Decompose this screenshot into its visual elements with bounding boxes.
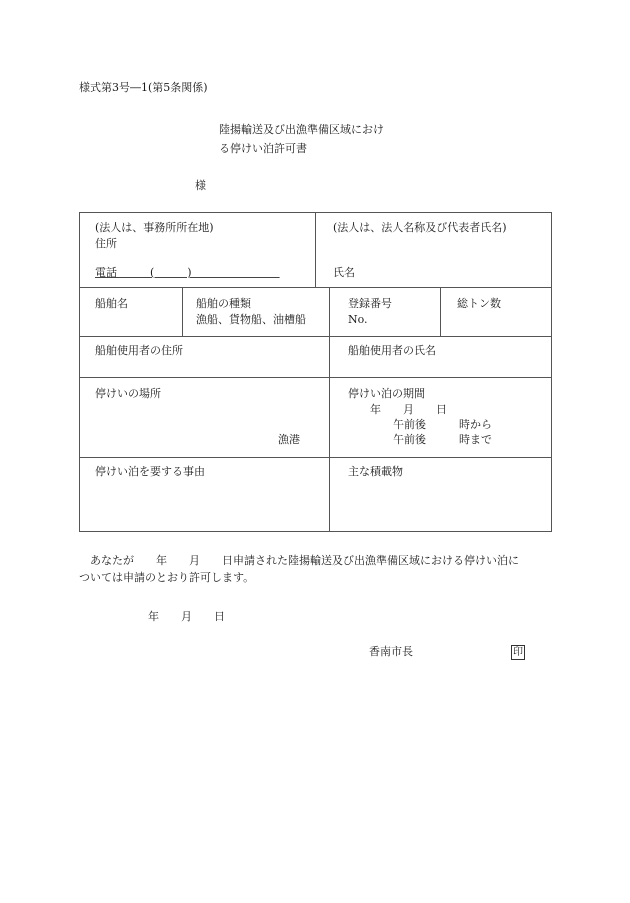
applicant-address-label: 住所	[95, 237, 117, 250]
applicant-name-label: 氏名	[333, 266, 355, 279]
issuer-title: 香南市長	[369, 645, 413, 658]
reason-label: 停けい泊を要する事由	[95, 465, 205, 478]
table-divider	[79, 457, 552, 458]
addressee-suffix: 様	[195, 179, 206, 192]
mooring-place-label: 停けいの場所	[95, 387, 161, 400]
vessel-type-options: 漁船、貨物船、油槽船	[196, 313, 306, 326]
user-name-label: 船舶使用者の氏名	[348, 344, 436, 357]
port-suffix: 漁港	[278, 433, 300, 446]
table-divider	[182, 287, 183, 336]
table-divider	[329, 287, 330, 532]
gross-tonnage-label: 総トン数	[457, 297, 501, 310]
issue-date: 年 月 日	[148, 610, 225, 623]
permission-statement-line-2: ついては申請のとおり許可します。	[79, 571, 255, 584]
vessel-name-label: 船舶名	[95, 297, 128, 310]
mooring-from-time: 午前後 時から	[393, 418, 492, 431]
table-divider	[79, 377, 552, 378]
applicant-phone: 電話 ( )	[95, 266, 280, 279]
table-divider	[79, 336, 552, 337]
permission-statement-line-1: あなたが 年 月 日申請された陸揚輸送及び出漁準備区域における停けい泊に	[90, 554, 519, 567]
registration-number: No.	[348, 313, 368, 326]
user-address-label: 船舶使用者の住所	[95, 344, 183, 357]
registration-label: 登録番号	[348, 297, 392, 310]
table-divider	[79, 287, 552, 288]
mooring-period-label: 停けい泊の期間	[348, 387, 425, 400]
cargo-label: 主な積載物	[348, 465, 403, 478]
table-divider	[315, 212, 316, 287]
table-divider	[440, 287, 441, 336]
form-number: 様式第3号―1(第5条関係)	[79, 81, 208, 94]
applicant-address-note: (法人は、事務所所在地)	[95, 221, 214, 234]
mooring-to-time: 午前後 時まで	[393, 433, 492, 446]
applicant-name-note: (法人は、法人名称及び代表者氏名)	[333, 221, 507, 234]
vessel-type-label: 船舶の種類	[196, 297, 251, 310]
seal-mark: 印	[513, 647, 523, 658]
mooring-date: 年 月 日	[370, 403, 447, 416]
document-title-line-1: 陸揚輸送及び出漁準備区域におけ	[219, 123, 384, 136]
document-title-line-2: る停けい泊許可書	[219, 142, 307, 155]
